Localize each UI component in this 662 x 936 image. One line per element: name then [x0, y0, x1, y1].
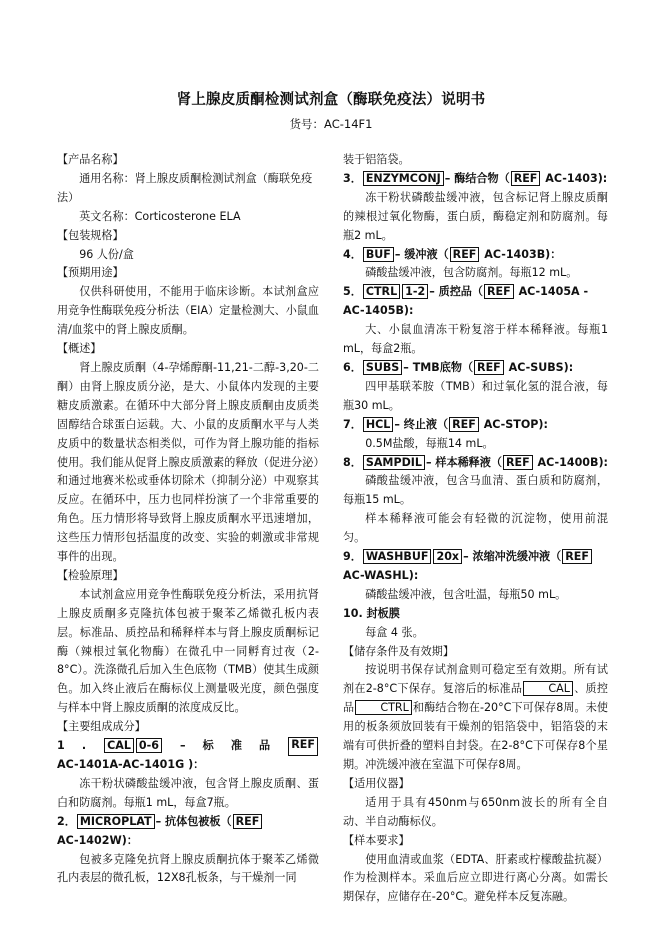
section-heading-overview: 【概述】 — [57, 342, 102, 356]
cal-range-box: 0-6 — [136, 738, 162, 753]
component-8-description: 磷酸盐缓冲液，包含马血清、蛋白质和防腐剂，每瓶15 mL。 — [343, 474, 608, 507]
intended-use-text: 仅供科研使用，不能用于临床诊断。本试剂盒应用竞争性酶联免疫分析法（EIA）定量检测大、小鼠血清/血浆中的肾上腺皮质酮。 — [57, 285, 319, 337]
principle-text: 本试剂盒应用竞争性酶联免疫分析法，采用抗肾上腺皮质酮多克隆抗体包被于聚苯乙烯微孔板内表层。标准品、质控品和稀释样本与肾上腺皮质酮标记酶（辣根过氧化物酶）在微孔中一同孵育过夜（2-8°C）。洗涤微孔后加入生色底物（TMB）使其生成颜色。加入终止液后在酶标仪上测量吸光度，颜色强度与样本中肾上腺皮质酮的浓度成反比。 — [57, 587, 319, 715]
component-4-description: 磷酸盐缓冲液，包含防腐剂。每瓶12 mL。 — [365, 266, 578, 280]
ref-symbol-box: REF — [474, 360, 504, 375]
component-1-word-3: 品 — [259, 739, 271, 753]
component-9-title: 9． WASHBUF 20x – 浓缩冲洗缓冲液（ REF — [343, 548, 608, 567]
component-1-symbols — [103, 737, 163, 756]
component-7-title: 7． HCL – 终止液（ REF AC-STOP): — [343, 417, 548, 431]
component-9-code: AC-WASHL): — [343, 568, 419, 582]
common-name: 通用名称：肾上腺皮质酮检测试剂盒（酶联免疫法） — [57, 171, 313, 204]
section-heading-storage: 【储存条件及有效期】 — [343, 644, 454, 658]
section-heading-sample: 【样本要求】 — [343, 833, 410, 847]
component-6-title: 6． SUBS – TMB底物（ REF AC-SUBS): — [343, 360, 574, 374]
washbuf-symbol-box: WASHBUF — [363, 549, 432, 564]
hcl-symbol-box: HCL — [363, 417, 394, 432]
washbuf-concentration-box: 20x — [433, 549, 462, 564]
component-5-description: 大、小鼠血清冻干粉复溶于样本稀释液。每瓶1 mL，每盒2瓶。 — [343, 323, 608, 356]
ref-symbol-box: REF — [233, 814, 263, 829]
component-3-title: 3． ENZYMCONJ – 酶结合物（ REF AC-1403): — [343, 171, 608, 185]
component-1-word-2: 准 — [230, 739, 242, 753]
enzymconj-symbol-box: ENZYMCONJ — [363, 171, 444, 186]
cal-symbol-box: CAL — [104, 738, 134, 753]
component-2-description: 包被多克隆免抗肾上腺皮质酮抗体于聚苯乙烯微孔内表层的微孔板，12X8孔板条，与干燥剂一同 — [57, 852, 319, 885]
component-1-dash: – — [180, 739, 186, 753]
section-heading-principle: 【检验原理】 — [57, 568, 124, 582]
component-6-description: 四甲基联苯胺（TMB）和过氧化氢的混合液，每瓶30 mL。 — [343, 379, 608, 412]
microplate-symbol-box: MICROPLAT — [77, 814, 155, 829]
component-1-word-1: 标 — [202, 739, 214, 753]
section-heading-instrument: 【适用仪器】 — [343, 776, 410, 790]
component-1-line — [57, 737, 319, 756]
ref-symbol-box: REF — [288, 737, 318, 756]
left-column — [57, 151, 319, 888]
ref-symbol-box: REF — [562, 549, 592, 564]
english-name: 英文名称：Corticosterone ELA — [79, 209, 241, 223]
document-title: 肾上腺皮质酮检测试剂盒（酶联免疫法）说明书 — [176, 92, 486, 108]
component-2-title: 2． MICROPLAT – 抗体包被板（ REF — [57, 813, 319, 832]
component-5-title: 5． CTRL 1-2 – 质控品（ REF AC-1405A - AC-1405B): — [343, 285, 589, 318]
component-9-description: 磷酸盐缓冲液，包含吐温，每瓶50 mL。 — [365, 587, 567, 601]
overview-text: 肾上腺皮质酮（4-孕烯醇酮-11,21-二醇-3,20-二酮）由肾上腺皮质分泌，是大、小鼠体内发现的主要糖皮质激素。在循环中大部分肾上腺皮质酮由皮质类固醇结合球蛋白运载。大、小鼠的皮质酮水平与人类皮质中的数量状态相类似，可作为肾上腺功能的指标使用。我们能从促肾上腺皮质激素的释放（促进分泌）和通过地赛米松或垂体切除术（抑制分泌）中观察其反应。在循环中，压力也同样扮演了一个非常重要的角色。压力情形将导致肾上腺皮质酮水平迅速增加，这些压力情形包括温度的改变、实验的刺激或非常规事件的出现。 — [57, 360, 319, 564]
component-1-dot: . — [81, 739, 87, 753]
component-4-title: 4． BUF – 缓冲液（ REF AC-1403B)： — [343, 247, 562, 261]
ref-symbol-box: REF — [503, 455, 533, 470]
component-2-code: AC-1402W)： — [57, 833, 138, 847]
section-heading-package: 【包装规格】 — [57, 228, 124, 242]
component-10-title: 10. 封板膜 — [343, 606, 400, 620]
section-heading-components: 【主要组成成分】 — [57, 720, 146, 734]
ctrl-symbol-box: CTRL — [355, 700, 412, 715]
component-2-description-end: 装于铝箔袋。 — [343, 153, 410, 166]
ref-symbol-box: REF — [511, 171, 541, 186]
ref-symbol-box: REF — [449, 417, 479, 432]
subs-symbol-box: SUBS — [363, 360, 402, 375]
cal-symbol-box: CAL — [523, 681, 573, 696]
component-1-number: 1 — [57, 739, 65, 753]
component-1-description: 冻干粉状磷酸盐缓冲液，包含肾上腺皮质酮、蛋白和防腐剂。每瓶1 mL，每盒7瓶。 — [57, 776, 319, 809]
component-8-title: 8． SAMPDIL – 样本稀释液（ REF AC-1400B): — [343, 455, 608, 469]
component-1-code: AC-1401A-AC-1401G )： — [57, 758, 205, 771]
right-column — [343, 151, 608, 907]
ref-symbol-box: REF — [450, 247, 480, 262]
section-heading-product-name: 【产品名称】 — [57, 153, 124, 166]
section-heading-intended-use: 【预期用途】 — [57, 266, 124, 280]
ctrl-symbol-box: CTRL — [363, 284, 400, 299]
ref-symbol-box: REF — [484, 284, 514, 299]
storage-text: 按说明书保存试剂盒则可稳定至有效期。所有试剂在2-8°C下保存。复溶后的标准品 CAL 、质控品 CTRL 和酶结合物在-20°C下可保存8周。未使用的板条须放回装有干燥剂的铝箔袋中，铝箔袋的末端有可供折叠的塑料自封袋。在2-8°C下可保存8个星期。冲洗缓冲液在室温下可保存8周。 — [343, 663, 608, 771]
instrument-text: 适用于具有450nm与650nm波长的所有全自动、半自动酶标仪。 — [343, 795, 608, 828]
buf-symbol-box: BUF — [363, 247, 394, 262]
component-10-description: 每盒 4 张。 — [365, 625, 424, 639]
sampdil-symbol-box: SAMPDIL — [363, 455, 425, 470]
component-3-description: 冻干粉状磷酸盐缓冲液，包含标记肾上腺皮质酮的辣根过氧化物酶，蛋白质，酶稳定剂和防腐剂。每瓶2 mL。 — [343, 190, 608, 242]
component-7-description: 0.5M盐酸，每瓶14 mL。 — [365, 436, 494, 450]
sample-text: 使用血清或血浆（EDTA、肝素或柠檬酸盐抗凝）作为检测样本。采血后应立即进行离心分离。如需长期保存，应储存在-20°C。避免样本反复冻融。 — [343, 852, 608, 904]
package-spec: 96 人份/盒 — [79, 247, 134, 261]
catalog-number: 货号：AC-14F1 — [289, 117, 373, 131]
ctrl-range-box: 1-2 — [402, 284, 428, 299]
component-8-note: 样本稀释液可能会有轻微的沉淀物，使用前混匀。 — [343, 512, 608, 545]
